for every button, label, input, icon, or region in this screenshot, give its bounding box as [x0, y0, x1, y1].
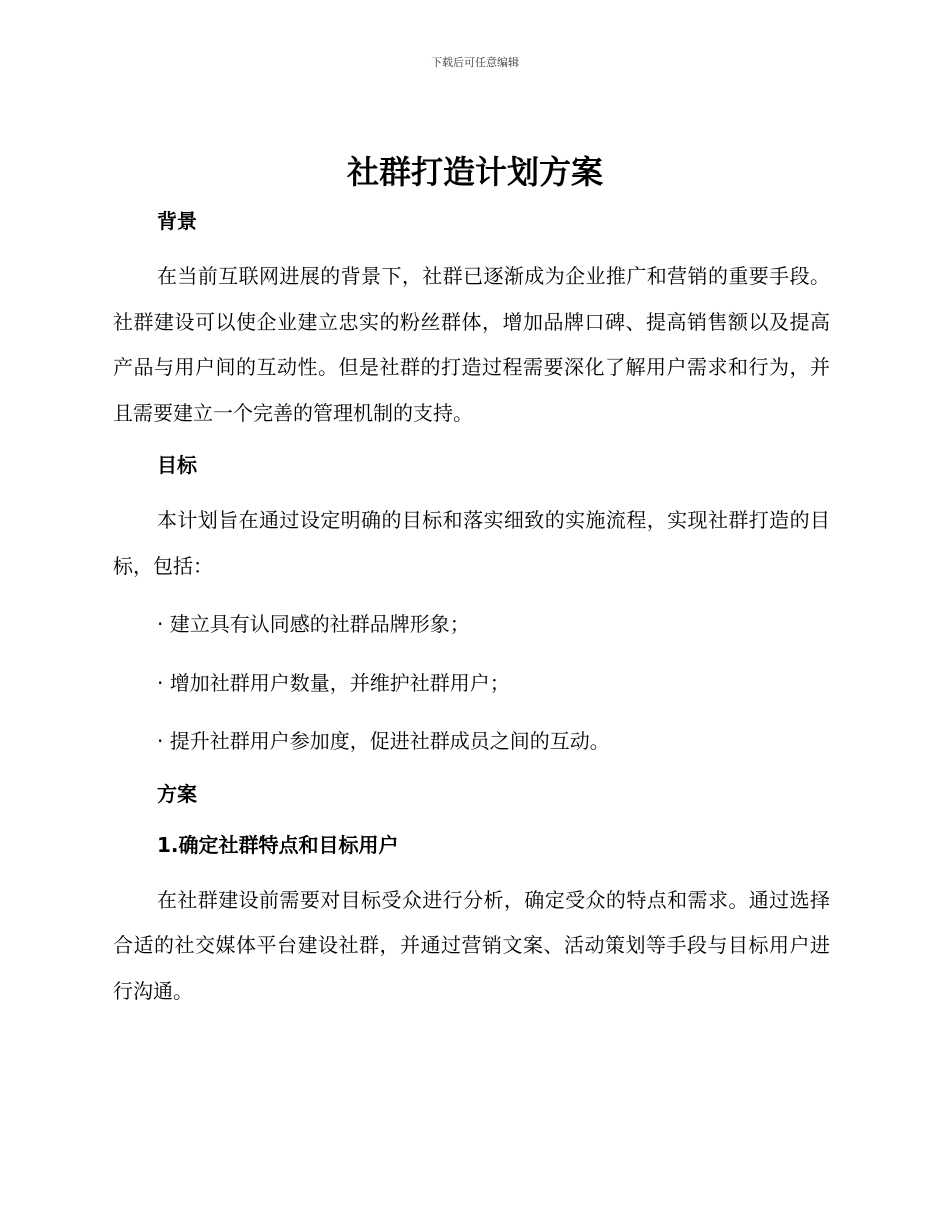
header-note: 下载后可任意编辑 — [431, 56, 519, 69]
section-heading-plan: 方案 — [157, 781, 197, 806]
document-title: 社群打造计划方案 — [346, 153, 603, 191]
paragraph-goals: 本计划旨在通过设定明确的目标和落实细致的实施流程，实现社群打造的目标，包括： — [113, 508, 830, 578]
bullet-item: · 增加社群用户数量，并维护社群用户； — [157, 670, 510, 695]
bullet-item: · 提升社群用户参加度，促进社群成员之间的互动。 — [157, 729, 610, 753]
paragraph-background: 在当前互联网进展的背景下，社群已逐渐成为企业推广和营销的重要手段。社群建设可以使企业建立忠实的粉丝群体，增加品牌口碑、提高销售额以及提高产品与用户间的互动性。但是社群的打造过程需要深化了解用户需求和行为，并且需要建立一个完善的管理机制的支持。 — [113, 264, 830, 425]
section-heading-goals: 目标 — [157, 453, 197, 477]
subsection-heading-plan-1: 1.确定社群特点和目标用户 — [157, 832, 399, 857]
paragraph-plan-1: 在社群建设前需要对目标受众进行分析，确定受众的特点和需求。通过选择合适的社交媒体平台建设社群，并通过营销文案、活动策划等手段与目标用户进行沟通。 — [113, 887, 830, 1003]
section-heading-background: 背景 — [157, 209, 197, 233]
bullet-item: · 建立具有认同感的社群品牌形象； — [157, 612, 470, 636]
document-body — [113, 203, 830, 1014]
